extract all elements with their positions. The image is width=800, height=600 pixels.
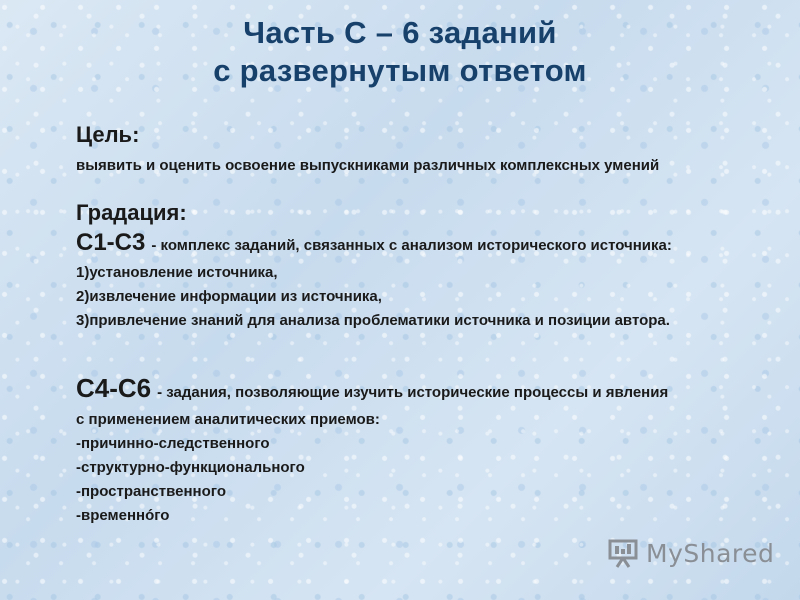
slide-title (0, 14, 800, 90)
list-item: -пространственного (76, 483, 226, 500)
watermark-text: MyShared (646, 538, 775, 568)
group-c1-c3 (76, 228, 776, 333)
title-line-1: Часть С – 6 заданий (243, 15, 557, 50)
slide-content (76, 122, 776, 528)
list-item: 3)привлечение знаний для анализа проблематики источника и позиции автора. (76, 312, 670, 329)
title-line-2: с развернутым ответом (213, 53, 587, 88)
list-item: -временнóго (76, 507, 170, 524)
group-c4-c6-description-cont: с применением аналитических приемов: (76, 411, 380, 428)
list-item: -структурно-функционального (76, 459, 305, 476)
group-c1-c3-header (76, 228, 776, 261)
group-c4-c6-code: С4-С6 (76, 373, 152, 403)
group-c1-c3-code: С1-С3 (76, 229, 146, 256)
myshared-logo (608, 536, 774, 570)
group-c4-c6-description: - задания, позволяющие изучить исторические процессы и явления (157, 384, 669, 401)
group-c4-c6-header (76, 373, 776, 408)
goal-heading: Цель: (76, 122, 140, 147)
group-c1-c3-description: - комплекс заданий, связанных с анализом исторического источника: (151, 237, 672, 254)
group-c4-c6 (76, 373, 776, 528)
list-item: 1)установление источника, (76, 264, 278, 281)
goal-text: выявить и оценить освоение выпускниками различных комплексных умений (76, 157, 660, 174)
list-item: -причинно-следственного (76, 435, 270, 452)
gradation-heading: Градация: (76, 200, 187, 225)
presentation-board-icon (608, 538, 640, 568)
list-item: 2)извлечение информации из источника, (76, 288, 382, 305)
